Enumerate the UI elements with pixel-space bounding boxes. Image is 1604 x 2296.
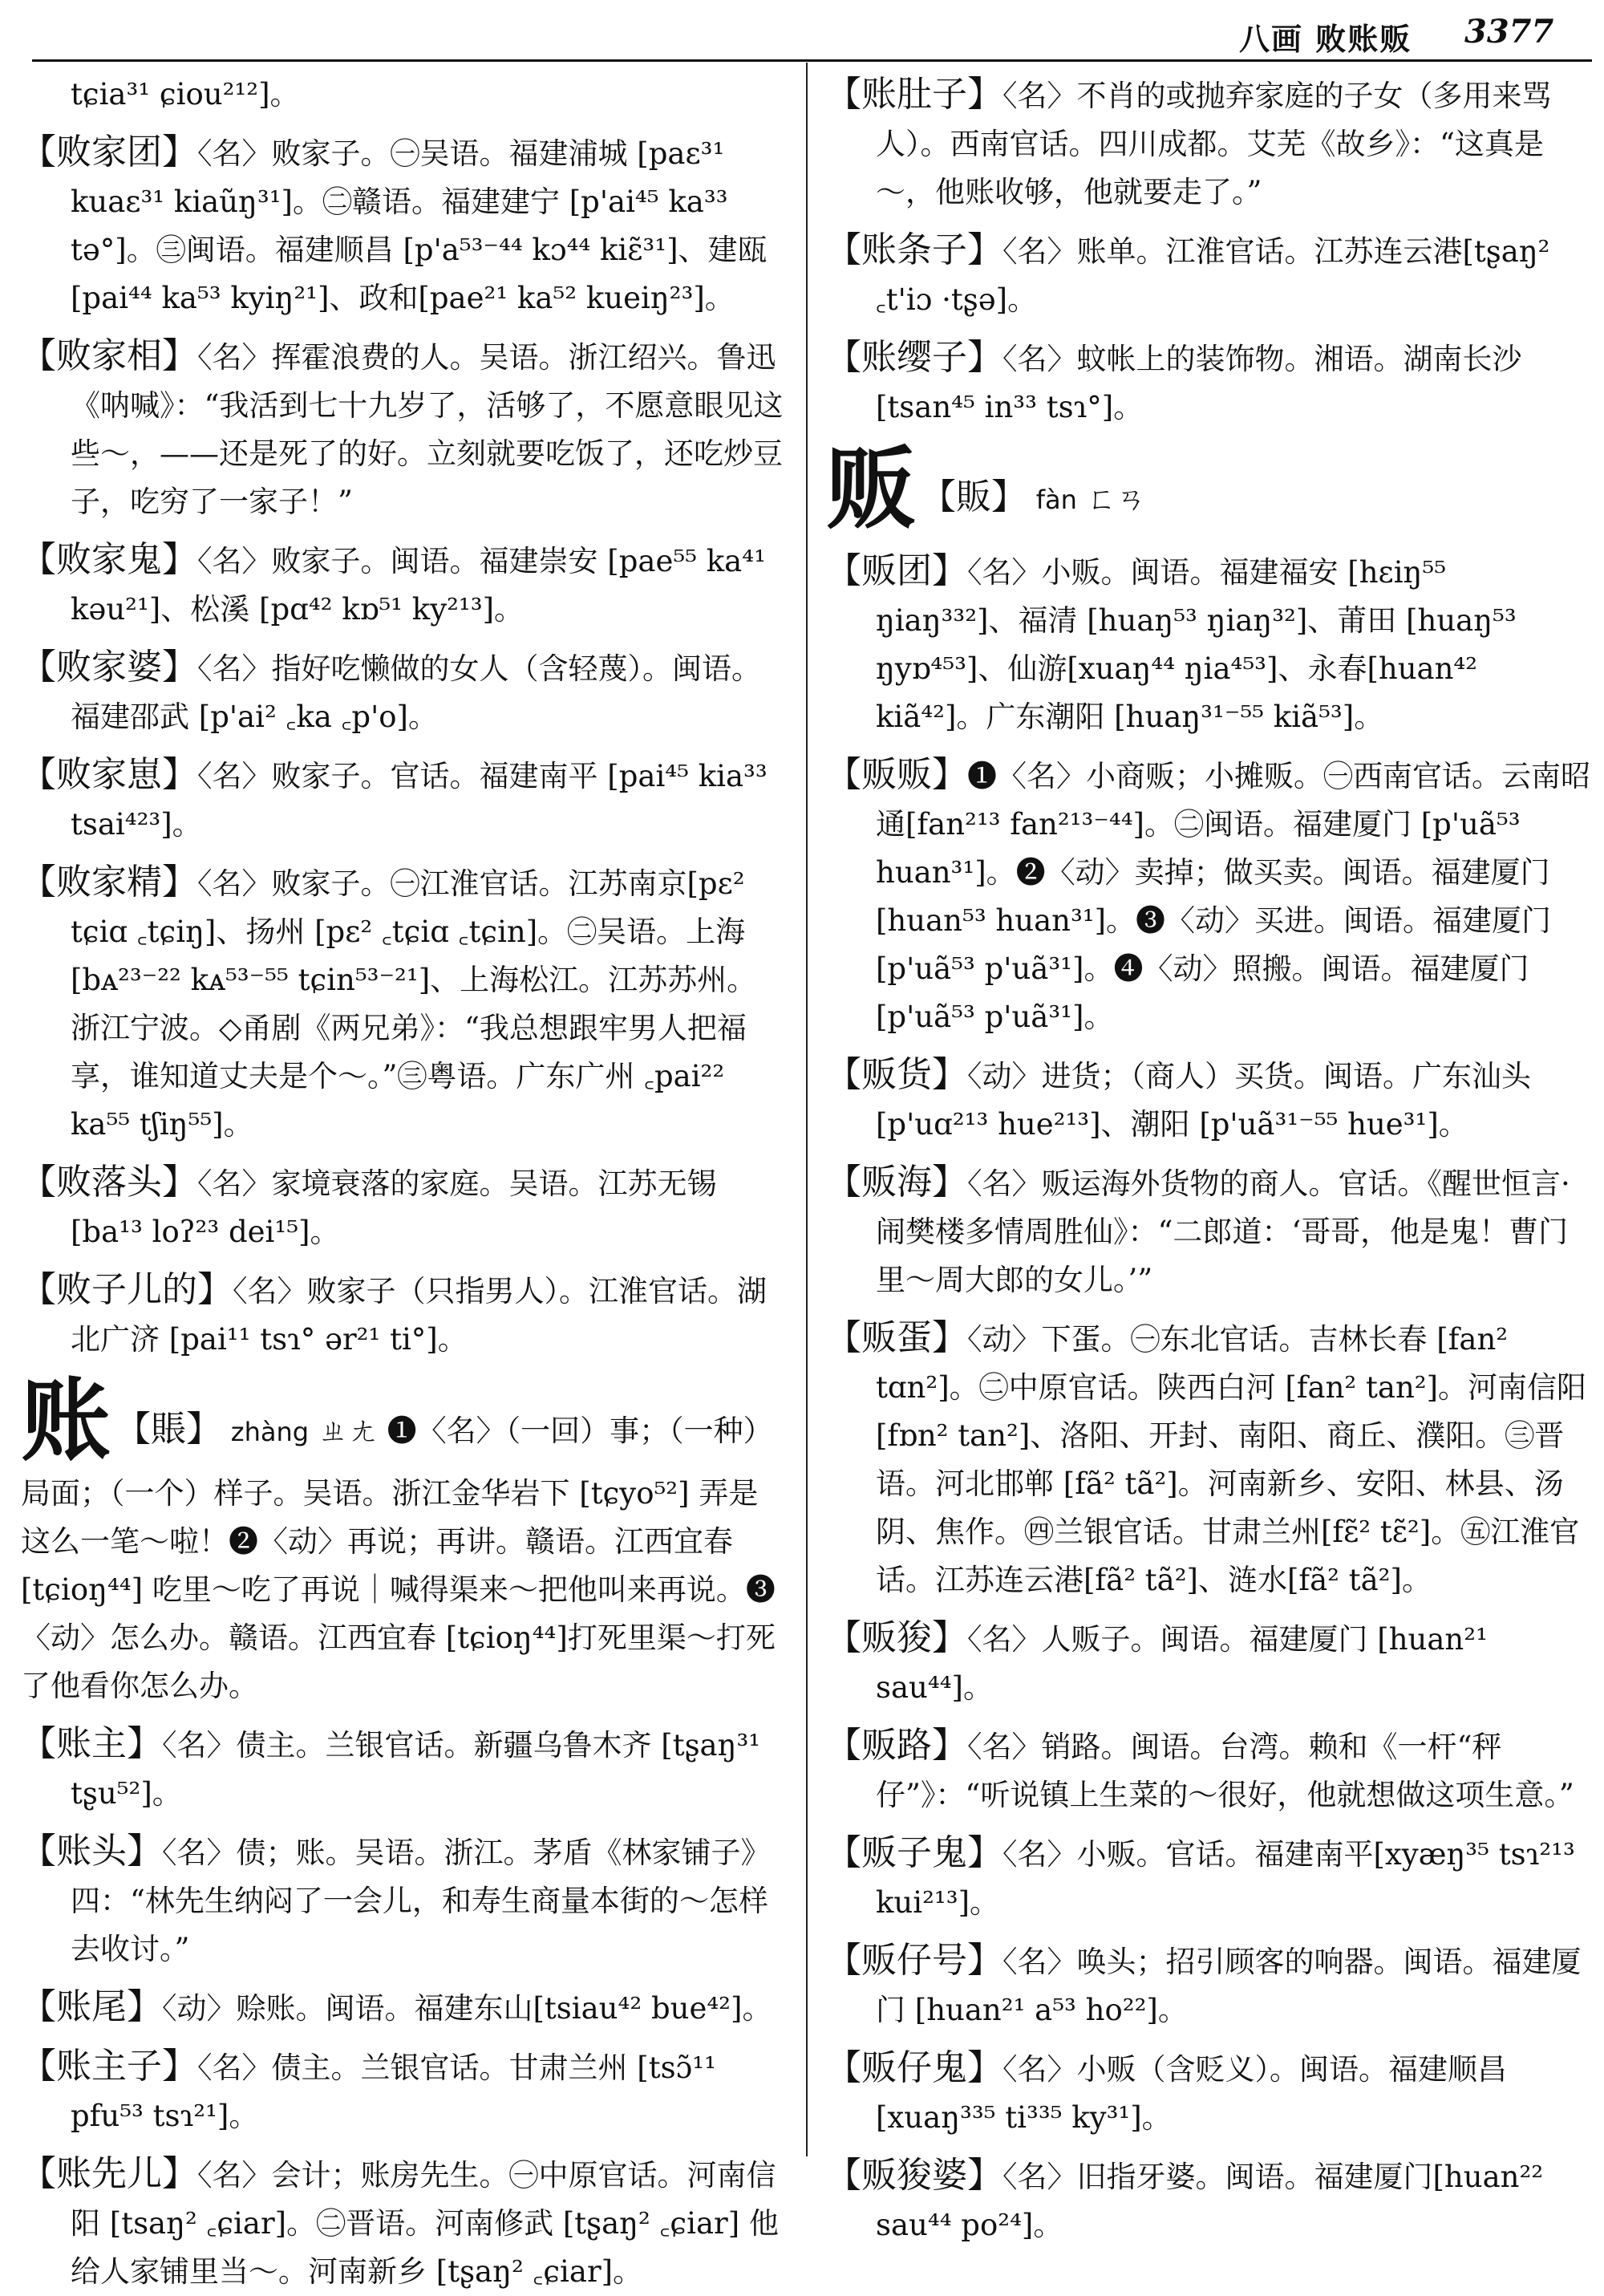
definition: 〈名〉旧指牙婆。闽语。福建厦门[huan²² sau⁴⁴ po²⁴]。 xyxy=(876,2160,1544,2242)
entry-headword: 【账缨子】 xyxy=(826,337,1003,378)
definition: 〈名〉败家子。㊀江淮官话。江苏南京[pɛ² tɕiɑ ꜀tɕiŋ]、扬州 [pɛ² ꜀tɕiɑ ꜀tɕin]。㊁吴语。上海 [bᴀ²³⁻²² kᴀ⁵³⁻⁵⁵ tɕin⁵³⁻²¹]、上海松江。江苏苏州。浙江宁波。◇甬剧《两兄弟》：“我总想跟牢男人把福享，谁知道丈夫是个～。”㊂粤语。广东广州 ꜀pai²² ka⁵⁵ tʃiŋ⁵⁵]。 xyxy=(71,866,757,1142)
dictionary-entry xyxy=(21,1827,784,1974)
entry-headword: 【贩货】 xyxy=(826,1054,967,1095)
dictionary-entry xyxy=(21,2150,784,2296)
entry-headword: 【败落头】 xyxy=(21,1162,197,1203)
definition: ㄓㄤ ❶〈名〉（一回）事；（一种）局面；（一个）样子。吴语。浙江金华岩下 [tɕyo⁵²] 弄是这么一笔～啦！❷〈动〉再说；再讲。赣语。江西宜春 [tɕioŋ⁴⁴] 吃里～吃了再说｜喊得渠来～把他叫来再说。❸〈动〉怎么办。赣语。江西宜春 [tɕioŋ⁴⁴]打死里渠～打死了他看你怎么办。 xyxy=(21,1414,776,1703)
entry-headword: 【贩仔鬼】 xyxy=(826,2047,1003,2088)
dictionary-entry xyxy=(21,128,784,322)
headword-character: 贩 xyxy=(826,436,916,542)
entry-headword: 【败家精】 xyxy=(21,862,197,903)
entry-headword: 【账先儿】 xyxy=(21,2153,197,2194)
definition: 〈名〉小贩（含贬义）。闽语。福建顺昌 [xuaŋ³³⁵ ti³³⁵ ky³¹]。 xyxy=(876,2052,1507,2135)
dictionary-entry xyxy=(826,1314,1592,1604)
entry-headword: 【败家婆】 xyxy=(21,647,197,688)
right-column xyxy=(826,71,1592,2242)
dictionary-entry xyxy=(826,1051,1592,1149)
column-divider xyxy=(806,63,808,2156)
entry-headword: 【败家崽】 xyxy=(21,754,197,795)
entry-headword: 【账尾】 xyxy=(21,1986,162,2027)
headword-character: 账 xyxy=(21,1369,111,1474)
entry-headword: 【败子儿的】 xyxy=(21,1269,233,1310)
character-entry xyxy=(826,436,1592,542)
definition: 〈名〉不肖的或抛弃家庭的子女（多用来骂人）。西南官话。四川成都。艾芜《故乡》：“这真是～，他账收够，他就要走了。” xyxy=(876,79,1552,209)
header-rule xyxy=(32,59,1592,62)
entry-headword: 【贩狻婆】 xyxy=(826,2155,1003,2196)
dictionary-entry xyxy=(826,71,1592,217)
dictionary-entry xyxy=(826,2152,1592,2249)
entry-headword: 【贩贩】 xyxy=(826,754,967,795)
entry-headword: 【贩子鬼】 xyxy=(826,1832,1003,1873)
dictionary-entry xyxy=(826,334,1592,432)
dictionary-entry xyxy=(826,2044,1592,2142)
page-header xyxy=(0,0,1604,63)
definition: 〈名〉败家子（只指男人）。江淮官话。湖北广济 [pai¹¹ tsɿ° ər²¹ ti°]。 xyxy=(71,1274,767,1357)
entry-headword: 【贩海】 xyxy=(826,1162,967,1203)
dictionary-entry xyxy=(826,1614,1592,1712)
definition: ㄈㄢ xyxy=(1086,481,1146,516)
entry-headword: 【账头】 xyxy=(21,1831,162,1872)
definition: 〈名〉人贩子。闽语。福建厦门 [huan²¹ sau⁴⁴]。 xyxy=(876,1622,1488,1705)
dictionary-entry xyxy=(21,1983,784,2033)
dictionary-entry xyxy=(21,1266,784,1364)
definition: 〈名〉账单。江淮官话。江苏连云港[tʂaŋ² ꜀t'iɔ ·tʂə]。 xyxy=(876,234,1550,317)
definition: 〈名〉债主。兰银官话。甘肃兰州 [tsɔ̃¹¹ pfu⁵³ tsɿ²¹]。 xyxy=(71,2051,716,2133)
dictionary-entry xyxy=(21,1720,784,1818)
definition: 〈名〉败家子。㊀吴语。福建浦城 [paɛ³¹ kuaɛ³¹ kiaũŋ³¹]。㊁赣语。福建建宁 [p'ai⁴⁵ ka³³ tə°]。㊂闽语。福建顺昌 [p'a⁵³⁻⁴⁴ kɔ⁴⁴ kiɛ̃³¹]、建瓯 [pai⁴⁴ ka⁵³ kyiŋ²¹]、政和[pae²¹ ka⁵² kueiŋ²³]。 xyxy=(71,136,768,315)
definition: 〈名〉贩运海外货物的商人。官话。《醒世恒言·闹樊楼多情周胜仙》：“二郎道：‘哥哥，他是鬼！曹门里～周大郎的女儿。’” xyxy=(876,1166,1570,1297)
dictionary-entry xyxy=(21,1158,784,1256)
definition: 〈名〉销路。闽语。台湾。赖和《一杆“秤仔”》：“听说镇上生菜的～很好，他就想做这项生意。” xyxy=(876,1730,1574,1812)
definition: 〈名〉小贩。官话。福建南平[xyæŋ³⁵ tsɿ²¹³ kui²¹³]。 xyxy=(876,1837,1575,1920)
continuation-text: tɕia³¹ ɕiou²¹²]。 xyxy=(71,77,300,112)
definition: 〈名〉挥霍浪费的人。吴语。浙江绍兴。鲁迅《呐喊》：“我活到七十九岁了，活够了，不愿意眼见这些～，——还是死了的好。立刻就要吃饭了，还吃炒豆子，吃穷了一家子！” xyxy=(71,340,784,519)
traditional-form: 【賬】 xyxy=(115,1409,221,1450)
entry-headword: 【败家鬼】 xyxy=(21,539,197,580)
definition: 〈动〉赊账。闽语。福建东山[tsiau⁴² bue⁴²]。 xyxy=(162,1991,772,2026)
dictionary-entry xyxy=(21,332,784,526)
definition: 〈名〉小贩。闽语。福建福安 [hɛiŋ⁵⁵ ŋiaŋ³³²]、福清 [huaŋ⁵³ ŋiaŋ³²]、莆田 [huaŋ⁵³ ŋyɒ⁴⁵³]、仙游[xuaŋ⁴⁴ ŋia⁴⁵³]、永春[huan⁴² kiã⁴²]。广东潮阳 [huaŋ³¹⁻⁵⁵ kiã⁵³]。 xyxy=(876,555,1517,734)
definition: 〈名〉债主。兰银官话。新疆乌鲁木齐 [tʂaŋ³¹ tʂu⁵²]。 xyxy=(71,1728,761,1811)
dictionary-entry xyxy=(21,2042,784,2140)
section-title: 八画 败账贩 xyxy=(1239,21,1412,57)
entry-headword: 【账主】 xyxy=(21,1723,162,1764)
page-number: 3377 xyxy=(1464,13,1554,51)
definition: ❶〈名〉小商贩；小摊贩。㊀西南官话。云南昭通[fan²¹³ fan²¹³⁻⁴⁴]。㊁闽语。福建厦门 [p'uã⁵³ huan³¹]。❷〈动〉卖掉；做买卖。闽语。福建厦门 [huan⁵³ huan³¹]。❸〈动〉买进。闽语。福建厦门 [p'uã⁵³ p'uã³¹]。❹〈动〉照搬。闽语。福建厦门 [p'uã⁵³ p'uã³¹]。 xyxy=(876,759,1590,1034)
entry-headword: 【贩蛋】 xyxy=(826,1317,967,1358)
definition: 〈名〉败家子。闽语。福建崇安 [pae⁵⁵ ka⁴¹ kəu²¹]、松溪 [pɑ⁴² kɒ⁵¹ ky²¹³]。 xyxy=(71,544,766,627)
dictionary-entry xyxy=(21,643,784,741)
definition: 〈名〉债；账。吴语。浙江。茅盾《林家铺子》四：“林先生纳闷了一会儿，和寿生商量本街的～怎样去收讨。” xyxy=(71,1836,771,1966)
definition: 〈名〉家境衰落的家庭。吴语。江苏无锡 [ba¹³ loʔ²³ dei¹⁵]。 xyxy=(71,1166,717,1249)
entry-headword: 【账主子】 xyxy=(21,2046,197,2087)
character-entry xyxy=(21,1369,784,1710)
entry-headword: 【贩仔号】 xyxy=(826,1940,1003,1981)
traditional-form: 【販】 xyxy=(921,477,1027,517)
dictionary-entry xyxy=(826,547,1592,741)
entry-headword: 【贩路】 xyxy=(826,1725,967,1766)
dictionary-entry xyxy=(826,1829,1592,1927)
entry-headword: 【账肚子】 xyxy=(826,74,1003,115)
dictionary-entry xyxy=(21,858,784,1149)
dictionary-entry xyxy=(826,226,1592,324)
definition: 〈动〉下蛋。㊀东北官话。吉林长春 [fan² tɑn²]。㊁中原官话。陕西白河 [fan² tan²]。河南信阳[fɒn² tan²]、洛阳、开封、南阳、商丘、濮阳。㊂晋语。河北邯郸 [fã² tã²]。河南新乡、安阳、林县、汤阴、焦作。㊃兰银官话。甘肃兰州[fɛ̃² tɛ̃²]。㊄江淮官话。江苏连云港[fã² tã²]、涟水[fã² tã²]。 xyxy=(876,1322,1587,1597)
definition: 〈名〉败家子。官话。福建南平 [pai⁴⁵ kia³³ tsai⁴²³]。 xyxy=(71,759,768,842)
entry-headword: 【贩狻】 xyxy=(826,1617,967,1658)
pinyin: fàn xyxy=(1035,485,1077,515)
entry-headword: 【账条子】 xyxy=(826,229,1003,270)
definition: 〈名〉唤头；招引顾客的响器。闽语。福建厦门 [huan²¹ a⁵³ ho²²]。 xyxy=(876,1945,1582,2027)
definition: 〈名〉会计；账房先生。㊀中原官话。河南信阳 [tsaŋ² ꜀ɕiar]。㊁晋语。河南修武 [tʂaŋ² ꜀ɕiar] 他给人家铺里当～。河南新乡 [tʂaŋ² ꜀ɕiar]。 xyxy=(71,2158,779,2289)
entry-headword: 【败家相】 xyxy=(21,335,197,376)
definition: 〈动〉进货；（商人）买货。闽语。广东汕头 [p'uɑ²¹³ hue²¹³]、潮阳 [p'uã³¹⁻⁵⁵ hue³¹]。 xyxy=(876,1059,1531,1142)
dictionary-entry xyxy=(826,751,1592,1041)
dictionary-entry xyxy=(21,536,784,634)
dictionary-entry xyxy=(826,1158,1592,1304)
dictionary-entry xyxy=(826,1722,1592,1819)
left-column xyxy=(21,71,784,2289)
definition: 〈名〉指好吃懒做的女人（含轻蔑）。闽语。福建邵武 [p'ai² ꜀ka ꜀p'o]。 xyxy=(71,651,761,734)
entry-headword: 【败家团】 xyxy=(21,132,197,172)
entry-headword: 【贩团】 xyxy=(826,550,967,591)
pinyin: zhàng xyxy=(230,1417,310,1447)
dictionary-entry xyxy=(826,1937,1592,2034)
dictionary-entry xyxy=(21,751,784,849)
definition: 〈名〉蚊帐上的装饰物。湘语。湖南长沙 [tsan⁴⁵ in³³ tsɿ°]。 xyxy=(876,342,1522,424)
